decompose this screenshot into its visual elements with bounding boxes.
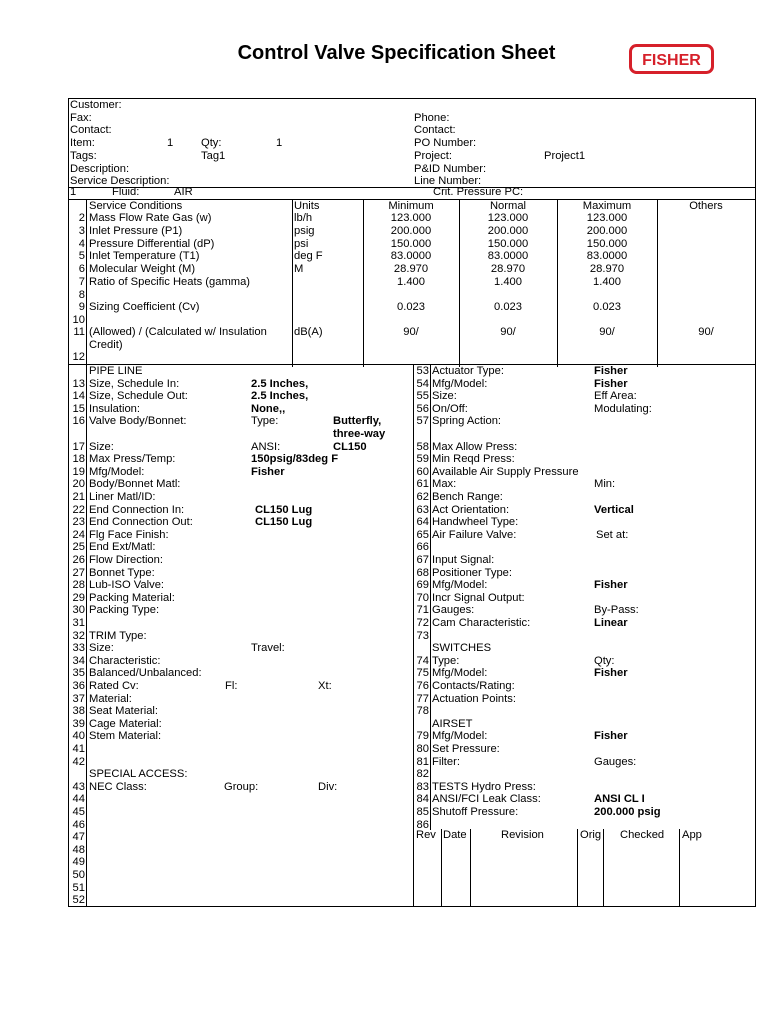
row-number: 13 [72, 377, 85, 390]
row-number: 29 [72, 591, 85, 604]
left-field-label: Size: [89, 440, 114, 453]
row-number: 31 [72, 617, 85, 629]
left-field-value: 150psig/83deg F [251, 453, 339, 466]
right-field-value: Qty: [594, 654, 615, 667]
row-number: 46 [72, 818, 85, 831]
row-number: 12 [72, 351, 85, 363]
left-field-mid: Type: [251, 415, 279, 428]
condition-max: 1.400 [593, 276, 621, 288]
frame-bottom [68, 906, 756, 907]
row-number: 27 [72, 566, 85, 579]
left-field-label: Seat Material: [89, 705, 159, 718]
condition-max: 28.970 [589, 263, 625, 275]
condition-units: dB(A) [294, 326, 323, 338]
row-number: 9 [78, 301, 85, 313]
right-field-label: On/Off: [432, 402, 468, 415]
condition-min: 83.0000 [390, 250, 432, 262]
header-units: Units [294, 200, 320, 212]
condition-normal: 83.0000 [487, 250, 529, 262]
left-field-label: End Connection In: [89, 503, 185, 516]
right-field-label: ANSI/FCI Leak Class: [432, 793, 541, 806]
left-field-label: Balanced/Unbalanced: [89, 667, 202, 680]
right-field-value: Eff Area: [594, 390, 637, 403]
right-field-label: Bench Range: [432, 491, 503, 503]
right-field-label: Positioner Type: [432, 566, 513, 579]
row-number: 50 [72, 869, 85, 881]
row-number: 17 [72, 440, 85, 453]
right-field-value: Gauges: [594, 755, 637, 768]
left-field-label: Flg Face Finish: [89, 528, 169, 541]
left-field-value: Butterfly, [333, 415, 382, 428]
right-field-label: Contacts/Rating: [432, 680, 515, 692]
row-number: 76 [416, 680, 429, 692]
right-field-label: Act Orientation: [432, 503, 510, 516]
left-field-label: Stem Material: [89, 730, 162, 743]
left-field-value: 2.5 Inches, [251, 390, 309, 403]
condition-label: (Allowed) / (Calculated w/ Insulation [89, 326, 267, 338]
row-number: 45 [72, 806, 85, 818]
revision-header: Date [443, 829, 467, 841]
condition-normal: 123.000 [487, 212, 529, 224]
row-number: 56 [416, 402, 429, 415]
row-number: 5 [78, 250, 85, 262]
left-field-label: PIPE LINE [89, 365, 143, 377]
row-number: 48 [72, 843, 85, 856]
revision-col-line [470, 829, 471, 906]
condition-units: M [294, 263, 304, 275]
right-field-label: Cam Characteristic: [432, 617, 531, 629]
row-number: 69 [416, 579, 429, 592]
right-field-label: Shutoff Pressure: [432, 806, 519, 818]
row-number: 8 [78, 289, 85, 301]
left-field-label: Size: [89, 642, 114, 655]
left-field-label: End Connection Out: [89, 516, 193, 529]
revision-col-line [679, 829, 680, 906]
row-number: 65 [416, 528, 429, 541]
condition-label: Sizing Coefficient (Cv) [89, 301, 200, 313]
left-field-label: Insulation: [89, 402, 140, 415]
left-number-col [86, 364, 87, 906]
row-number: 33 [72, 642, 85, 655]
condition-max: 150.000 [586, 238, 628, 250]
item-label: Item: [70, 137, 95, 150]
qty-label: Qty: [201, 137, 222, 150]
row-number: 39 [72, 717, 85, 730]
right-field-label: Mfg/Model: [432, 579, 488, 592]
row-number: 53 [416, 365, 429, 377]
fax-label: Fax: [70, 111, 92, 124]
row-number: 77 [416, 692, 429, 705]
revision-header: Revision [501, 829, 544, 841]
row-number: 22 [72, 503, 85, 516]
row-number: 68 [416, 566, 429, 579]
right-field-label: Size: [432, 390, 457, 403]
left-field-value: CL150 Lug [255, 516, 313, 529]
condition-max: 123.000 [586, 212, 628, 224]
right-field-label: SWITCHES [432, 642, 492, 655]
contact-label: Contact: [70, 124, 112, 137]
row-number: 26 [72, 554, 85, 566]
customer-label: Customer: [70, 99, 122, 111]
right-field-label: Incr Signal Output: [432, 591, 525, 604]
revision-header: Orig [580, 829, 602, 841]
right-number-col [430, 364, 431, 830]
row-number: 34 [72, 654, 85, 667]
row-number: 10 [72, 314, 85, 326]
right-field-label: Available Air Supply Pressure [432, 465, 579, 478]
condition-min: 28.970 [393, 263, 429, 275]
right-field-value: 200.000 psig [594, 806, 661, 818]
header-col: Others [689, 200, 723, 212]
revision-col-line [441, 829, 442, 906]
left-field-label: Lub-ISO Valve: [89, 579, 165, 592]
row-number: 23 [72, 516, 85, 529]
crit-pressure-label: Crit. Pressure PC: [433, 186, 524, 198]
page-title: Control Valve Specification Sheet [237, 42, 556, 64]
right-field-label: Filter: [432, 755, 460, 768]
row-number: 71 [416, 604, 429, 617]
conditions-col-line [657, 199, 658, 367]
revision-col-line [577, 829, 578, 906]
div-label: Div: [318, 780, 338, 793]
left-field-label: Mfg/Model: [89, 465, 145, 478]
condition-max: 200.000 [586, 225, 628, 237]
left-field-label: TRIM Type: [89, 629, 147, 642]
row-number: 80 [416, 743, 429, 755]
right-field-value: Fisher [594, 377, 628, 390]
right-field-label: AIRSET [432, 717, 473, 730]
contact-right-label: Contact: [414, 124, 456, 137]
condition-units: deg F [294, 250, 323, 262]
fl-label: Fl: [225, 680, 238, 692]
xt-label: Xt: [318, 680, 332, 692]
row-number: 64 [416, 516, 429, 529]
left-field-value: None,, [251, 402, 286, 415]
row-number: 55 [416, 390, 429, 403]
row-number: 21 [72, 491, 85, 503]
row-number: 30 [72, 604, 85, 617]
row-number: 85 [416, 806, 429, 818]
row-number: 61 [416, 478, 429, 491]
row-number: 58 [416, 440, 429, 453]
condition-normal: 1.400 [494, 276, 522, 288]
row-number: 82 [416, 768, 429, 781]
row-number: 63 [416, 503, 429, 516]
condition-normal: 90/ [500, 326, 516, 338]
right-field-value: Vertical [594, 503, 634, 516]
revision-col-line [603, 829, 604, 906]
group-label: Group: [224, 780, 259, 793]
condition-max: 83.0000 [586, 250, 628, 262]
condition-normal: 28.970 [490, 263, 526, 275]
fisher-logo [629, 44, 714, 74]
right-field-label: Mfg/Model: [432, 377, 488, 390]
row-number: 35 [72, 667, 85, 680]
row-number: 57 [416, 415, 429, 428]
left-field-value: CL150 Lug [255, 503, 313, 516]
right-field-label: Air Failure Valve: [432, 528, 517, 541]
right-field-label: Gauges: [432, 604, 475, 617]
condition-min: 90/ [403, 326, 419, 338]
item-value: 1 [167, 137, 174, 150]
right-field-value: Min: [594, 478, 616, 491]
tags-value: Tag1 [201, 149, 226, 162]
frame-top [68, 98, 755, 99]
right-field-label: Max Allow Press: [432, 440, 518, 453]
left-field-label: NEC Class: [89, 780, 147, 793]
row-number: 25 [72, 541, 85, 554]
row-number: 40 [72, 730, 85, 743]
row-number: 74 [416, 654, 429, 667]
row-number: 75 [416, 667, 429, 680]
row-number: 78 [416, 705, 429, 718]
left-field-value: Fisher [251, 465, 285, 478]
row-number: 36 [72, 680, 85, 692]
header-col: Maximum [582, 200, 632, 212]
row-number: 14 [72, 390, 85, 403]
row-number: 16 [72, 415, 85, 428]
row-number: 44 [72, 793, 85, 806]
row-number: 18 [72, 453, 85, 466]
tags-label: Tags: [70, 149, 97, 162]
right-field-label: Spring Action: [432, 415, 502, 428]
po-number-label: PO Number: [414, 137, 477, 150]
right-field-label: Actuation Points: [432, 692, 516, 705]
row-number: 79 [416, 730, 429, 743]
right-field-label: Max: [432, 478, 457, 491]
line-number-label: Line Number: [414, 175, 482, 188]
right-field-value: Fisher [594, 730, 628, 743]
fluid-value: AIR [174, 186, 193, 198]
service-description-label: Service Description: [70, 175, 170, 188]
row-number: 70 [416, 591, 429, 604]
right-field-label: Type: [432, 654, 460, 667]
condition-label: Mass Flow Rate Gas (w) [89, 212, 212, 224]
right-field-value: Linear [594, 617, 628, 629]
condition-units: lb/h [294, 212, 313, 224]
project-value: Project1 [544, 149, 586, 162]
condition-label: Ratio of Specific Heats (gamma) [89, 276, 251, 288]
header-col: Minimum [388, 200, 434, 212]
left-field-label: Size, Schedule Out: [89, 390, 188, 403]
right-field-value: ANSI CL I [594, 793, 645, 806]
row-number: 49 [72, 856, 85, 869]
row-number: 60 [416, 465, 429, 478]
left-field-label: Size, Schedule In: [89, 377, 180, 390]
condition-min: 0.023 [397, 301, 425, 313]
row-number: 73 [416, 629, 429, 642]
description-label: Description: [70, 162, 130, 175]
left-field-value-cont: three-way [333, 428, 386, 440]
row-number: 11 [73, 326, 85, 338]
left-field-label: Characteristic: [89, 654, 161, 667]
left-field-label: Packing Type: [89, 604, 160, 617]
condition-label: Inlet Pressure (P1) [89, 225, 183, 237]
qty-value: 1 [276, 137, 283, 150]
left-field-label: SPECIAL ACCESS: [89, 768, 188, 781]
row-number: 54 [416, 377, 429, 390]
condition-min: 150.000 [390, 238, 432, 250]
row-number: 67 [416, 554, 429, 566]
right-field-label: Input Signal: [432, 554, 495, 566]
right-field-label: Min Reqd Press: [432, 453, 515, 466]
left-field-label: Material: [89, 692, 132, 705]
row-number: 59 [416, 453, 429, 466]
row-number: 47 [72, 831, 85, 844]
left-field-label: Valve Body/Bonnet: [89, 415, 187, 428]
left-field-label: Liner Matl/ID: [89, 491, 156, 503]
row-number: 43 [72, 780, 85, 793]
condition-max: 90/ [599, 326, 615, 338]
right-field-label: Mfg/Model: [432, 730, 488, 743]
row-number: 6 [78, 263, 85, 275]
header-service-conditions: Service Conditions [89, 200, 183, 212]
row-number: 32 [72, 629, 85, 642]
project-label: Project: [414, 149, 452, 162]
right-field-label: Actuator Type: [432, 365, 504, 377]
row-number: 37 [72, 692, 85, 705]
right-field-value: Set at: [596, 528, 629, 541]
right-field-label: Handwheel Type: [432, 516, 519, 529]
left-field-label: Max Press/Temp: [89, 453, 176, 466]
fluid-label: Fluid: [112, 186, 140, 198]
condition-others: 90/ [698, 326, 714, 338]
row-number: 19 [72, 465, 85, 478]
condition-normal: 0.023 [494, 301, 522, 313]
condition-label: Pressure Differential (dP) [89, 238, 215, 250]
condition-max: 0.023 [593, 301, 621, 313]
row-number: 86 [416, 818, 429, 831]
row-number: 72 [416, 617, 429, 629]
left-field-label: Body/Bonnet Matl: [89, 478, 181, 491]
condition-min: 1.400 [397, 276, 425, 288]
right-field-value: Modulating: [594, 402, 652, 415]
left-field-label: Rated Cv: [89, 680, 139, 692]
right-field-value: Fisher [594, 365, 628, 377]
row-number: 3 [78, 225, 85, 237]
row-number: 38 [72, 705, 85, 718]
right-field-value: By-Pass: [594, 604, 639, 617]
frame-right [755, 98, 756, 907]
header-col: Normal [489, 200, 527, 212]
fluid-row-number: 1 [70, 186, 77, 198]
right-field-value: Fisher [594, 667, 628, 680]
conditions-col-line [86, 199, 87, 367]
row-number: 20 [72, 478, 85, 491]
row-number: 24 [72, 528, 85, 541]
right-field-label: TESTS Hydro Press: [432, 780, 536, 793]
phone-label: Phone: [414, 111, 450, 124]
row-number: 83 [416, 780, 429, 793]
left-field-mid: Travel: [251, 642, 285, 655]
left-field-label: End Ext/Matl: [89, 541, 156, 554]
row-number: 42 [72, 755, 85, 768]
condition-label: Inlet Temperature (T1) [89, 250, 200, 262]
row-number: 7 [78, 276, 85, 288]
condition-min: 200.000 [390, 225, 432, 237]
left-field-label: Cage Material: [89, 717, 162, 730]
conditions-col-line [292, 199, 293, 367]
row-number: 66 [416, 541, 429, 554]
left-field-label: Bonnet Type: [89, 566, 155, 579]
pid-number-label: P&ID Number: [414, 162, 487, 175]
row-number: 51 [72, 881, 85, 894]
row-number: 62 [416, 491, 429, 503]
row-number: 15 [72, 402, 85, 415]
left-field-label: Flow Direction: [89, 554, 163, 566]
logo-text: FISHER [642, 52, 701, 69]
row-number: 81 [416, 755, 429, 768]
right-field-label: Set Pressure: [432, 743, 500, 755]
right-field-label: Mfg/Model: [432, 667, 488, 680]
fluid-row-top [68, 187, 755, 188]
condition-label: Molecular Weight (M) [89, 263, 196, 275]
row-number: 41 [72, 743, 85, 755]
condition-units: psig [294, 225, 315, 237]
condition-min: 123.000 [390, 212, 432, 224]
left-field-value: 2.5 Inches, [251, 377, 309, 390]
condition-normal: 200.000 [487, 225, 529, 237]
row-number: 84 [416, 793, 429, 806]
revision-header: App [682, 829, 702, 841]
right-field-value: Fisher [594, 579, 628, 592]
left-field-label: Packing Material: [89, 591, 175, 604]
row-number: 28 [72, 579, 85, 592]
condition-label-cont: Credit) [89, 338, 123, 351]
condition-units: psi [294, 238, 309, 250]
row-number: 52 [72, 894, 85, 907]
left-field-mid: ANSI: [251, 440, 281, 453]
left-field-value: CL150 [333, 440, 367, 453]
revision-header: Rev [416, 829, 436, 841]
revision-header: Checked [620, 829, 665, 841]
condition-normal: 150.000 [487, 238, 529, 250]
row-number: 4 [78, 238, 85, 250]
row-number: 2 [78, 212, 85, 224]
